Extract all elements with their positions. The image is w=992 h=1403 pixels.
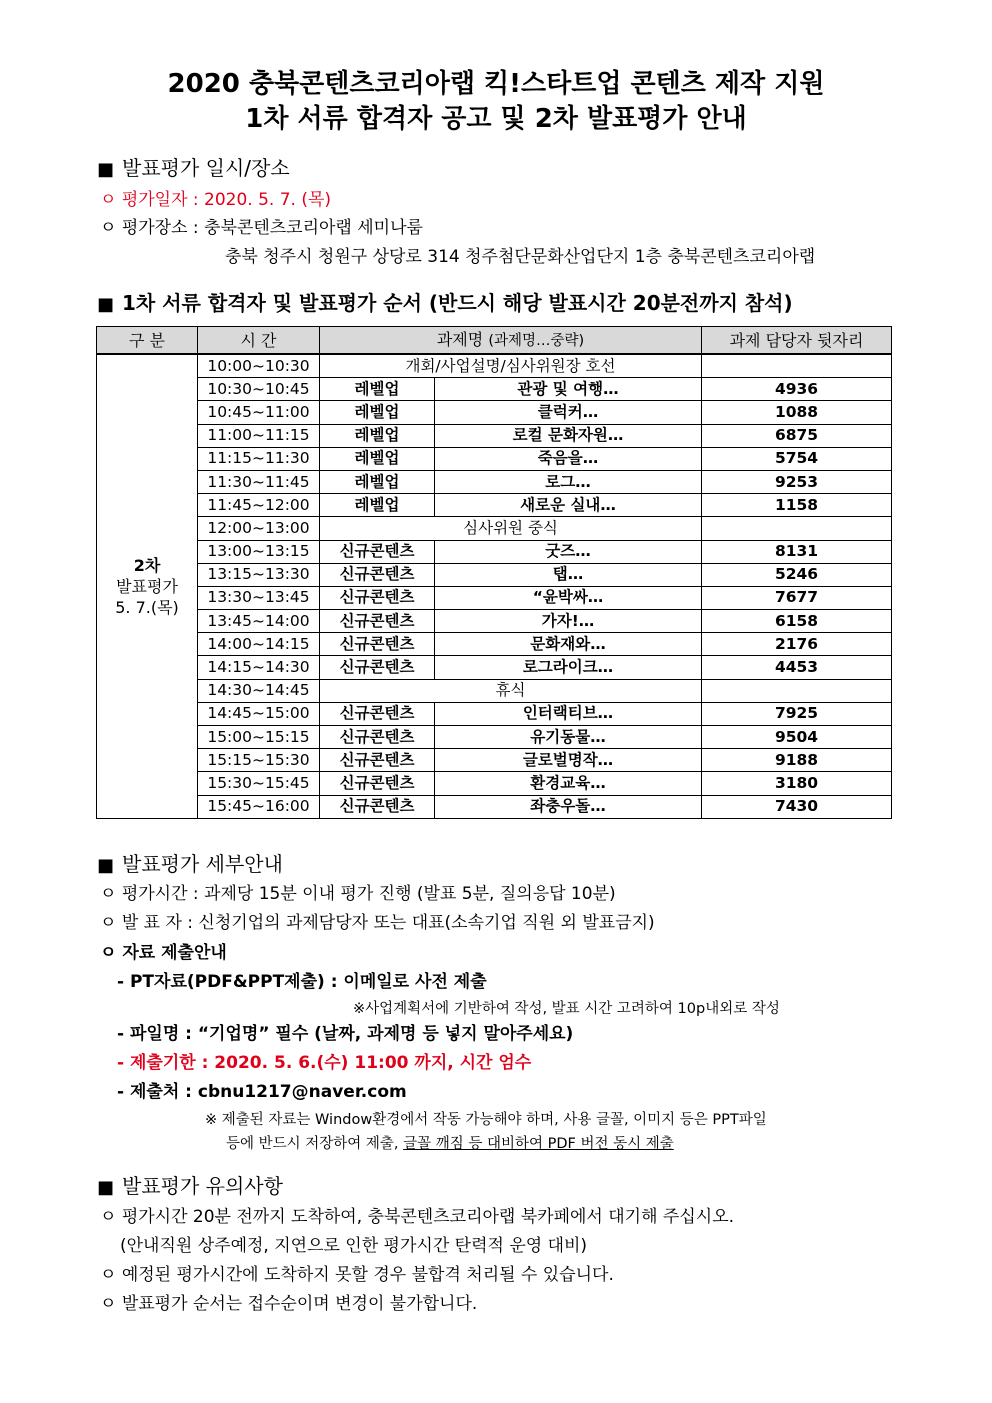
submission-pt: - PT자료(PDF&PPT제출) : 이메일로 사전 제출: [117, 972, 487, 992]
table-header-row: [97, 327, 892, 355]
phone-cell: 5754: [702, 447, 892, 470]
time-cell: 11:00~11:15: [198, 424, 320, 447]
project-cell: 탭…: [435, 563, 702, 586]
category-cell: 신규콘텐츠: [320, 586, 435, 609]
table-row: [97, 679, 892, 702]
phone-cell: 1158: [702, 494, 892, 517]
table-row: [97, 354, 892, 378]
table-row: [97, 540, 892, 563]
time-cell: 11:45~12:00: [198, 494, 320, 517]
category-cell: 신규콘텐츠: [320, 772, 435, 795]
note-arrival: ㅇ 평가시간 20분 전까지 도착하여, 충북콘텐츠코리아랩 북카페에서 대기해 주십시오.: [100, 1207, 735, 1227]
time-cell: 15:45~16:00: [198, 795, 320, 818]
time-cell: 14:30~14:45: [198, 679, 320, 702]
project-cell: 죽음을…: [435, 447, 702, 470]
table-row: [97, 749, 892, 772]
category-cell: 레벨업: [320, 494, 435, 517]
header-time: 시 간: [198, 327, 320, 355]
project-cell: 가자!…: [435, 610, 702, 633]
time-cell: 13:00~13:15: [198, 540, 320, 563]
submission-filename: - 파일명 : “기업명” 필수 (날짜, 과제명 등 넣지 말아주세요): [117, 1024, 574, 1044]
section-heading-details: ■ 발표평가 세부안내: [97, 852, 283, 876]
phone-cell: 6875: [702, 424, 892, 447]
session-cell: 심사위원 중식: [320, 517, 702, 540]
phone-cell: 2176: [702, 633, 892, 656]
table-row: [97, 610, 892, 633]
project-cell: 굿즈…: [435, 540, 702, 563]
category-cell: 신규콘텐츠: [320, 563, 435, 586]
project-cell: 클럭커…: [435, 401, 702, 424]
table-row: [97, 378, 892, 401]
submission-note-2: 등에 반드시 저장하여 제출, 글꼴 깨짐 등 대비하여 PDF 버전 동시 제출: [226, 1136, 674, 1152]
project-cell: 글로벌명작…: [435, 749, 702, 772]
session-cell: 휴식: [320, 679, 702, 702]
square-bullet-icon: ■: [97, 159, 115, 180]
header-project: 과제명 (과제명…중략): [320, 327, 702, 355]
time-cell: 10:00~10:30: [198, 354, 320, 378]
category-cell: 신규콘텐츠: [320, 656, 435, 679]
title-line-2: 1차 서류 합격자 공고 및 2차 발표평가 안내: [245, 104, 747, 134]
project-cell: 유기동물…: [435, 726, 702, 749]
time-cell: 15:00~15:15: [198, 726, 320, 749]
phone-cell: 7430: [702, 795, 892, 818]
table-row: [97, 726, 892, 749]
category-cell: 신규콘텐츠: [320, 610, 435, 633]
category-cell: 신규콘텐츠: [320, 726, 435, 749]
category-cell: 신규콘텐츠: [320, 540, 435, 563]
phone-cell: [702, 679, 892, 702]
project-cell: 로그…: [435, 470, 702, 493]
phone-cell: 5246: [702, 563, 892, 586]
time-cell: 13:30~13:45: [198, 586, 320, 609]
table-row: [97, 563, 892, 586]
section-heading-order: ■ 1차 서류 합격자 및 발표평가 순서 (반드시 해당 발표시간 20분전까지 참석): [97, 291, 793, 315]
phone-cell: [702, 354, 892, 378]
detail-eval-time: ㅇ 평가시간 : 과제당 15분 이내 평가 진행 (발표 5분, 질의응답 10분): [100, 884, 616, 904]
table-row: [97, 517, 892, 540]
phone-cell: [702, 517, 892, 540]
project-cell: 인터랙티브…: [435, 702, 702, 725]
submission-deadline: - 제출기한 : 2020. 5. 6.(수) 11:00 까지, 시간 엄수: [117, 1053, 532, 1073]
time-cell: 11:15~11:30: [198, 447, 320, 470]
category-cell: 레벨업: [320, 424, 435, 447]
submission-pt-note: ※사업계획서에 기반하여 작성, 발표 시간 고려하여 10p내외로 작성: [353, 1001, 780, 1017]
time-cell: 14:45~15:00: [198, 702, 320, 725]
table-row: [97, 656, 892, 679]
phone-cell: 7925: [702, 702, 892, 725]
table-row: [97, 772, 892, 795]
session-cell: 개회/사업설명/심사위원장 호선: [320, 354, 702, 378]
table-row: [97, 424, 892, 447]
phone-cell: 9188: [702, 749, 892, 772]
phone-cell: 6158: [702, 610, 892, 633]
category-cell: 신규콘텐츠: [320, 749, 435, 772]
category-cell: 신규콘텐츠: [320, 702, 435, 725]
time-cell: 13:45~14:00: [198, 610, 320, 633]
header-gubun: 구 분: [97, 327, 198, 355]
section-heading-notes: ■ 발표평가 유의사항: [97, 1174, 283, 1198]
time-cell: 15:30~15:45: [198, 772, 320, 795]
phone-cell: 9253: [702, 470, 892, 493]
phone-cell: 8131: [702, 540, 892, 563]
phone-cell: 3180: [702, 772, 892, 795]
project-cell: “윤박싸…: [435, 586, 702, 609]
square-bullet-icon: ■: [97, 294, 115, 315]
evaluation-place: ㅇ 평가장소 : 충북콘텐츠코리아랩 세미나룸: [100, 218, 423, 238]
time-cell: 12:00~13:00: [198, 517, 320, 540]
time-cell: 14:15~14:30: [198, 656, 320, 679]
detail-submission: ㅇ 자료 제출안내: [100, 943, 227, 963]
header-phone: 과제 담당자 뒷자리: [702, 327, 892, 355]
table-row: [97, 795, 892, 818]
evaluation-date: ㅇ 평가일자 : 2020. 5. 7. (목): [100, 190, 332, 210]
section-heading-schedule: ■ 발표평가 일시/장소: [97, 156, 290, 180]
phone-cell: 7677: [702, 586, 892, 609]
table-row: [97, 470, 892, 493]
category-cell: 신규콘텐츠: [320, 795, 435, 818]
title-line-1: 2020 충북콘텐츠코리아랩 킥!스타트업 콘텐츠 제작 지원: [167, 69, 825, 99]
note-late: ㅇ 예정된 평가시간에 도착하지 못할 경우 불합격 처리될 수 있습니다.: [100, 1265, 614, 1285]
project-cell: 문화재와…: [435, 633, 702, 656]
time-cell: 10:30~10:45: [198, 378, 320, 401]
note-arrival-detail: (안내직원 상주예정, 지연으로 인한 평가시간 탄력적 운영 대비): [120, 1236, 588, 1256]
category-cell: 레벨업: [320, 447, 435, 470]
phone-cell: 1088: [702, 401, 892, 424]
category-cell: 레벨업: [320, 378, 435, 401]
phone-cell: 9504: [702, 726, 892, 749]
evaluation-address: 충북 청주시 청원구 상당로 314 청주첨단문화산업단지 1층 충북콘텐츠코리아랩: [225, 247, 816, 267]
category-cell: 레벨업: [320, 401, 435, 424]
table-row: [97, 401, 892, 424]
schedule-table: [96, 326, 892, 819]
category-cell: 신규콘텐츠: [320, 633, 435, 656]
submission-note-1: ※ 제출된 자료는 Window환경에서 작동 가능해야 하며, 사용 글꼴, 이미지 등은 PPT파일: [205, 1112, 767, 1128]
time-cell: 11:30~11:45: [198, 470, 320, 493]
project-cell: 좌충우돌…: [435, 795, 702, 818]
phone-cell: 4453: [702, 656, 892, 679]
row-group-label: 2차 발표평가 5. 7.(목): [97, 354, 198, 818]
detail-presenter: ㅇ 발 표 자 : 신청기업의 과제담당자 또는 대표(소속기업 직원 외 발표금지): [100, 913, 655, 933]
project-cell: 새로운 실내…: [435, 494, 702, 517]
category-cell: 레벨업: [320, 470, 435, 493]
table-row: [97, 447, 892, 470]
table-row: [97, 702, 892, 725]
phone-cell: 4936: [702, 378, 892, 401]
time-cell: 13:15~13:30: [198, 563, 320, 586]
time-cell: 15:15~15:30: [198, 749, 320, 772]
project-cell: 관광 및 여행…: [435, 378, 702, 401]
time-cell: 10:45~11:00: [198, 401, 320, 424]
project-cell: 환경교육…: [435, 772, 702, 795]
square-bullet-icon: ■: [97, 855, 115, 876]
project-cell: 로그라이크…: [435, 656, 702, 679]
square-bullet-icon: ■: [97, 1177, 115, 1198]
note-order: ㅇ 발표평가 순서는 접수순이며 변경이 불가합니다.: [100, 1294, 478, 1314]
table-row: [97, 494, 892, 517]
table-row: [97, 586, 892, 609]
time-cell: 14:00~14:15: [198, 633, 320, 656]
submission-email: - 제출처 : cbnu1217@naver.com: [117, 1082, 407, 1102]
table-row: [97, 633, 892, 656]
project-cell: 로컬 문화자원…: [435, 424, 702, 447]
